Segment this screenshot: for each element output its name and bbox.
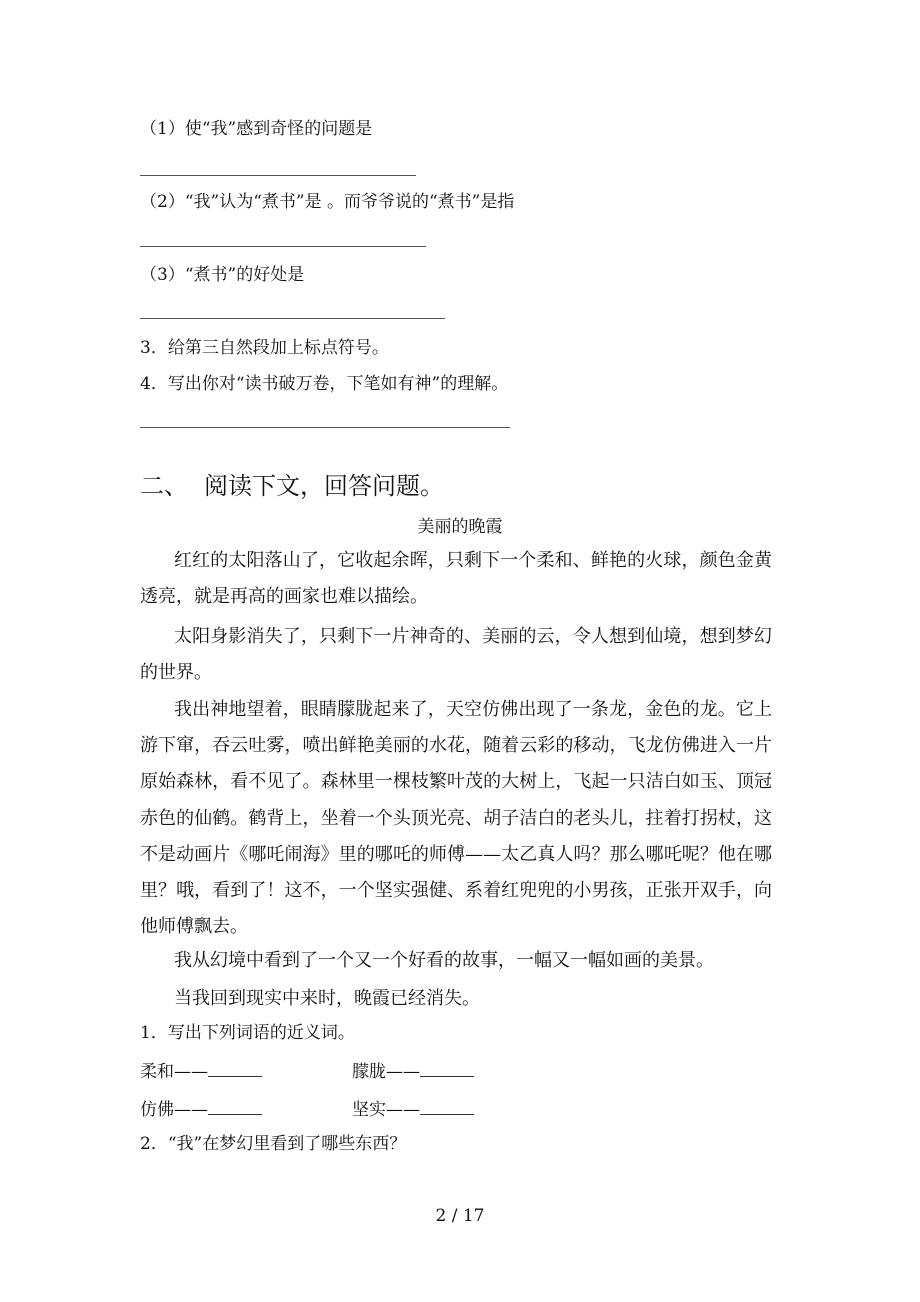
synonym-blank[interactable] [420, 1096, 474, 1115]
question-1-3: （3）“煮书”的好处是 [140, 265, 305, 285]
passage-paragraph-4: 我从幻境中看到了一个又一个好看的故事，一幅又一幅如画的美景。 [174, 950, 714, 971]
synonym-item [140, 1096, 262, 1122]
answer-line-1-3 [140, 318, 445, 319]
question-1-2: （2）“我”认为“煮书”是 。而爷爷说的“煮书”是指 [140, 192, 515, 212]
synonym-blank[interactable] [208, 1096, 262, 1115]
answer-line-1-2 [140, 246, 426, 247]
passage-paragraph-2: 太阳身影消失了，只剩下一片神奇的、美丽的云，令人想到仙境，想到梦幻的世界。 [140, 626, 772, 684]
page-number: 2 / 17 [435, 1206, 485, 1226]
synonym-word: 坚实—— [352, 1100, 420, 1120]
answer-line-1-1 [140, 175, 416, 176]
question-3: 3．给第三自然段加上标点符号。 [140, 338, 389, 358]
answer-line-4 [140, 427, 510, 428]
question-4: 4．写出你对“读书破万卷，下笔如有神”的理解。 [140, 374, 509, 394]
synonym-word: 仿佛—— [140, 1100, 208, 1120]
synonym-blank[interactable] [420, 1058, 474, 1077]
synonym-word: 柔和—— [140, 1062, 208, 1082]
synonym-item [352, 1096, 474, 1122]
question-2-1: 1．写出下列词语的近义词。 [140, 1023, 355, 1043]
passage-paragraph-1: 红红的太阳落山了，它收起余晖，只剩下一个柔和、鲜艳的火球，颜色金黄透亮，就是再高的画家也难以描绘。 [140, 550, 772, 608]
passage-paragraph-3: 我出神地望着，眼睛朦胧起来了，天空仿佛出现了一条龙，金色的龙。它上游下窜，吞云吐雾，喷出鲜艳美丽的水花，随着云彩的移动，飞龙仿佛进入一片原始森林，看不见了。森林里一棵枝繁叶茂的大树上，飞起一只洁白如玉、顶冠赤色的仙鹤。鹤背上，坐着一个头顶光亮、胡子洁白的老头儿，拄着打拐杖，这不是动画片《哪吒闹海》里的哪吒的师傅——太乙真人吗？那么哪吒呢？他在哪里？哦，看到了！这不，一个坚实强健、系着红兜兜的小男孩，正张开双手，向他师傅飘去。 [140, 699, 772, 938]
passage-paragraph-5: 当我回到现实中来时，晚霞已经消失。 [174, 988, 480, 1009]
section-number: 二、 [140, 472, 188, 500]
section-heading [140, 468, 444, 504]
question-1-1: （1）使“我”感到奇怪的问题是 [140, 119, 373, 139]
synonym-word: 朦胧—— [352, 1062, 420, 1082]
synonym-item [352, 1058, 474, 1084]
synonym-item [140, 1058, 262, 1084]
question-2-2: 2．“我”在梦幻里看到了哪些东西？ [140, 1134, 407, 1154]
synonym-blank[interactable] [208, 1058, 262, 1077]
passage-title: 美丽的晚霞 [417, 517, 503, 537]
section-title: 阅读下文，回答问题。 [204, 472, 444, 500]
